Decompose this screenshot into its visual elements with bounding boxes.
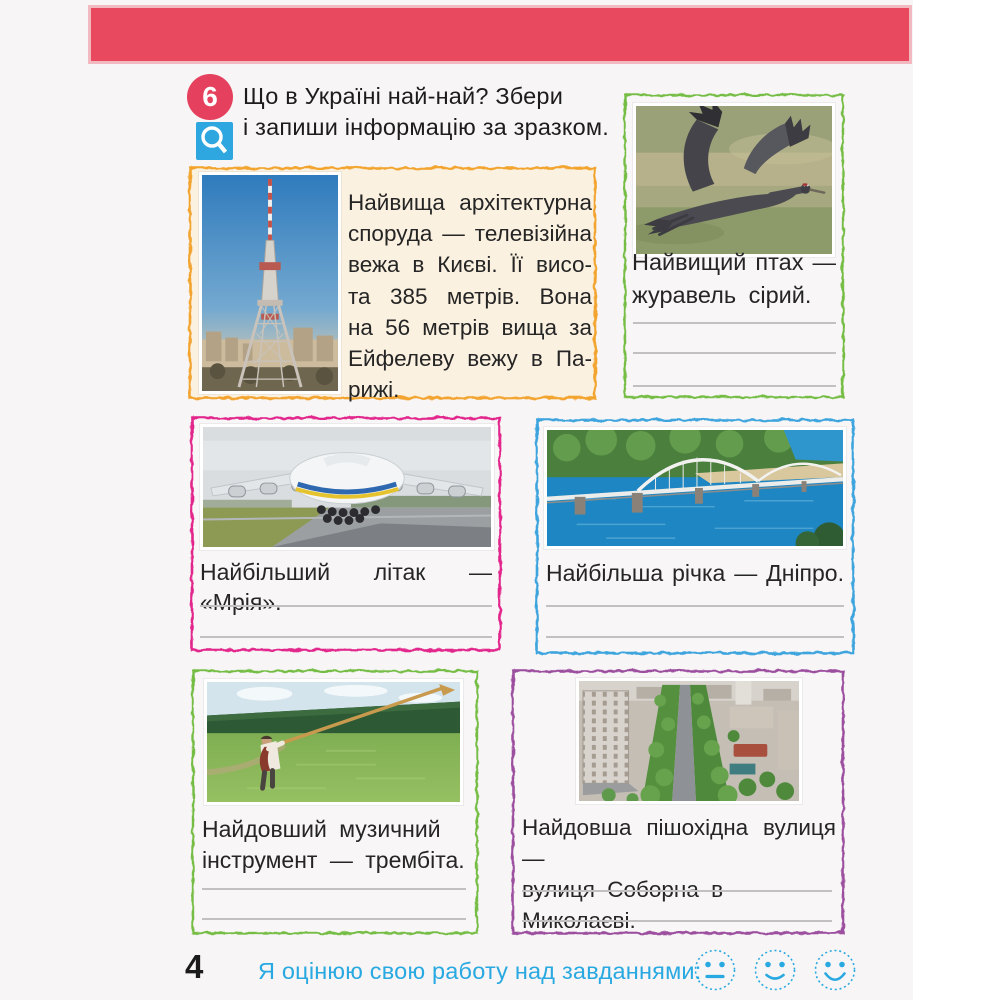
card-caption: Найбільша річка — Дніпро. xyxy=(546,560,844,586)
write-line xyxy=(546,636,844,638)
write-line xyxy=(200,605,492,607)
card-caption xyxy=(348,187,592,405)
caption-line: споруда — телевізійна xyxy=(348,221,592,247)
caption-line: вулиця Соборна в Миколаєві. xyxy=(522,877,724,933)
write-line xyxy=(546,605,844,607)
card-caption xyxy=(202,814,470,876)
caption-line: та 385 метрів. Вона xyxy=(348,283,592,309)
caption-line: Найвищий птах — xyxy=(632,249,836,275)
dnipro-bridge-photo xyxy=(544,427,846,549)
neutral-smiley-icon xyxy=(692,947,738,993)
magnifier-icon xyxy=(196,122,233,160)
card-river xyxy=(532,415,858,658)
caption-line: інструмент — трембіта. xyxy=(202,847,465,873)
caption-line: журавель сірий. xyxy=(632,282,812,308)
card-caption: Найбільший літак — «Мрія». xyxy=(200,559,492,615)
task-number-badge: 6 xyxy=(187,74,233,120)
write-line xyxy=(633,322,836,324)
card-caption xyxy=(522,812,836,936)
caption-line: Найдовша пішохідна вулиця — xyxy=(522,815,836,871)
write-line xyxy=(633,385,836,387)
task-instruction-line: Що в Україні най-най? Збери xyxy=(243,83,564,109)
smile-smiley-icon xyxy=(752,947,798,993)
card-tv-tower xyxy=(185,163,600,403)
write-line xyxy=(522,920,832,922)
write-line xyxy=(202,918,466,920)
task-instruction xyxy=(243,81,615,143)
caption-line: Ейфелеву вежу в Па- xyxy=(348,346,592,372)
caption-line: Найдовший музичний xyxy=(202,816,441,842)
header-bar xyxy=(88,5,912,64)
write-line xyxy=(202,888,466,890)
card-street xyxy=(508,666,848,938)
grey-crane-photo xyxy=(633,103,835,257)
card-caption xyxy=(632,246,836,312)
caption-line: рижі. xyxy=(348,377,400,403)
card-plane xyxy=(187,413,505,655)
mriya-plane-photo xyxy=(200,424,494,550)
magnifier-tile xyxy=(196,122,233,160)
write-line xyxy=(633,352,836,354)
task-instruction-line: і запиши інформацію за зразком. xyxy=(243,114,609,140)
trembita-player-photo xyxy=(204,679,463,805)
write-line xyxy=(522,890,832,892)
card-crane xyxy=(620,90,848,402)
big-smile-smiley-icon xyxy=(812,947,858,993)
self-assessment-prompt: Я оцінюю свою работу над завданнями: xyxy=(258,958,702,984)
soborna-street-photo xyxy=(576,678,802,804)
caption-line: на 56 метрів вища за xyxy=(348,314,592,340)
caption-line: Найвища архітектурна xyxy=(348,190,592,215)
page-number: 4 xyxy=(185,948,204,985)
kyiv-tv-tower-photo xyxy=(199,172,341,394)
write-line xyxy=(200,636,492,638)
card-trembita xyxy=(188,666,482,938)
page-right-margin xyxy=(913,0,1000,1000)
caption-line: вежа в Києві. Її висо- xyxy=(348,252,592,278)
